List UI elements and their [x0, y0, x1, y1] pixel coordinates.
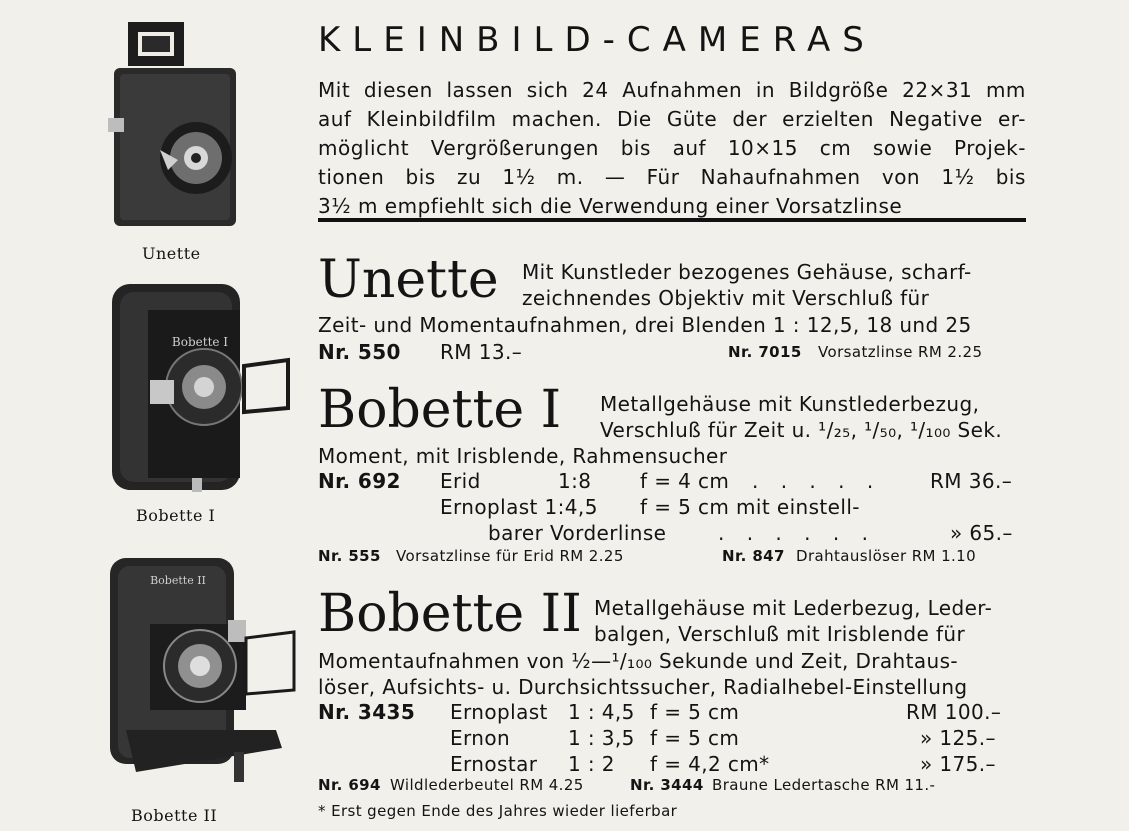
- bobette2-body-text: Bobette II: [150, 574, 206, 587]
- bobette2-desc-line: löser, Aufsichts- u. Durchsichtssucher, Radialhebel-Einstellung: [318, 675, 968, 699]
- bobette1-desc-line: Verschluß für Zeit u. ¹/₂₅, ¹/₅₀, ¹/₁₀₀ Sek.: [600, 418, 1003, 442]
- bobette2-accessory-number: Nr. 3444: [630, 776, 704, 794]
- bobette2-lens-focal: f = 4,2 cm*: [650, 752, 770, 776]
- bobette2-accessory-text: Braune Ledertasche RM 11.-: [712, 776, 936, 794]
- bobette1-accessory-text: Drahtauslöser RM 1.10: [796, 547, 977, 565]
- bobette1-lens-continuation: barer Vorderlinse: [488, 521, 667, 545]
- bobette2-order-number: Nr. 3435: [318, 700, 416, 724]
- unette-order-number: Nr. 550: [318, 340, 401, 364]
- bobette2-lens-price: » 125.–: [920, 726, 996, 750]
- bobette2-desc-line: Momentaufnahmen von ½—¹/₁₀₀ Sekunde und Zeit, Drahtaus-: [318, 649, 959, 673]
- bobette1-lens-aperture: 1:8: [558, 469, 592, 493]
- bobette2-caption: Bobette II: [131, 806, 218, 825]
- bobette1-lens-dots: . . . . .: [752, 469, 882, 493]
- bobette2-lens-aperture: 1 : 4,5: [568, 700, 635, 724]
- bobette1-accessory-number: Nr. 847: [722, 547, 785, 565]
- divider-rule: [318, 218, 1026, 222]
- bobette1-caption: Bobette I: [136, 506, 216, 525]
- bobette2-desc-line: balgen, Verschluß mit Irisblende für: [594, 622, 966, 646]
- footnote: * Erst gegen Ende des Jahres wieder lieferbar: [318, 802, 678, 820]
- bobette2-heading: Bobette II: [318, 584, 582, 644]
- bobette2-lens-price: » 175.–: [920, 752, 996, 776]
- bobette2-lens-focal: f = 5 cm: [650, 700, 740, 724]
- bobette2-desc-line: Metallgehäuse mit Lederbezug, Leder-: [594, 596, 993, 620]
- bobette2-lens-aperture: 1 : 3,5: [568, 726, 635, 750]
- unette-caption: Unette: [142, 244, 201, 263]
- intro-line: Mit diesen lassen sich 24 Aufnahmen in Bildgröße 22×31 mm: [318, 78, 1026, 102]
- bobette1-lens-dots: . . . . . .: [718, 521, 876, 545]
- bobette2-accessory-text: Wildlederbeutel RM 4.25: [390, 776, 584, 794]
- bobette1-lens-focal: f = 4 cm: [640, 469, 730, 493]
- unette-camera-image: [108, 20, 248, 235]
- bobette2-camera-image: [106, 552, 298, 788]
- intro-line: auf Kleinbildfilm machen. Die Güte der erzielten Negative er-: [318, 107, 1026, 131]
- bobette2-lens-name: Ernostar: [450, 752, 538, 776]
- bobette1-lens-price: RM 36.–: [930, 469, 1013, 493]
- intro-line: tionen bis zu 1½ m. — Für Nahaufnahmen von 1½ bis: [318, 165, 1026, 189]
- bobette1-lens-focal: f = 5 cm mit einstell-: [640, 495, 860, 519]
- intro-paragraph: [318, 76, 1026, 221]
- unette-desc-line: Mit Kunstleder bezogenes Gehäuse, scharf-: [522, 260, 972, 284]
- bobette1-lens-price: » 65.–: [950, 521, 1013, 545]
- bobette2-lens-focal: f = 5 cm: [650, 726, 740, 750]
- unette-price: RM 13.–: [440, 340, 523, 364]
- unette-accessory-text: Vorsatzlinse RM 2.25: [818, 343, 983, 361]
- bobette2-accessory-number: Nr. 694: [318, 776, 381, 794]
- bobette1-lens-name: Ernoplast 1:4,5: [440, 495, 598, 519]
- bobette1-desc-line: Moment, mit Irisblende, Rahmensucher: [318, 444, 728, 468]
- bobette1-body-text: Bobette I: [171, 335, 229, 349]
- bobette1-desc-line: Metallgehäuse mit Kunstlederbezug,: [600, 392, 980, 416]
- page-title: KLEINBILD-CAMERAS: [318, 20, 876, 60]
- bobette2-lens-name: Ernon: [450, 726, 511, 750]
- bobette1-accessory-text: Vorsatzlinse für Erid RM 2.25: [396, 547, 624, 565]
- unette-desc-line: zeichnendes Objektiv mit Verschluß für: [522, 286, 930, 310]
- intro-line: möglicht Vergrößerungen bis auf 10×15 cm sowie Projek-: [318, 136, 1026, 160]
- bobette2-lens-price: RM 100.–: [906, 700, 1002, 724]
- unette-accessory-number: Nr. 7015: [728, 343, 802, 361]
- bobette1-order-number: Nr. 692: [318, 469, 401, 493]
- bobette1-heading: Bobette I: [318, 380, 562, 440]
- bobette1-accessory-number: Nr. 555: [318, 547, 381, 565]
- bobette1-lens-name: Erid: [440, 469, 481, 493]
- bobette2-lens-aperture: 1 : 2: [568, 752, 615, 776]
- bobette1-camera-image: [110, 282, 295, 494]
- bobette2-lens-name: Ernoplast: [450, 700, 548, 724]
- intro-line: 3½ m empfiehlt sich die Verwendung einer Vorsatzlinse: [318, 194, 903, 218]
- unette-heading: Unette: [318, 250, 499, 310]
- unette-desc-line: Zeit- und Momentaufnahmen, drei Blenden 1 : 12,5, 18 und 25: [318, 313, 972, 337]
